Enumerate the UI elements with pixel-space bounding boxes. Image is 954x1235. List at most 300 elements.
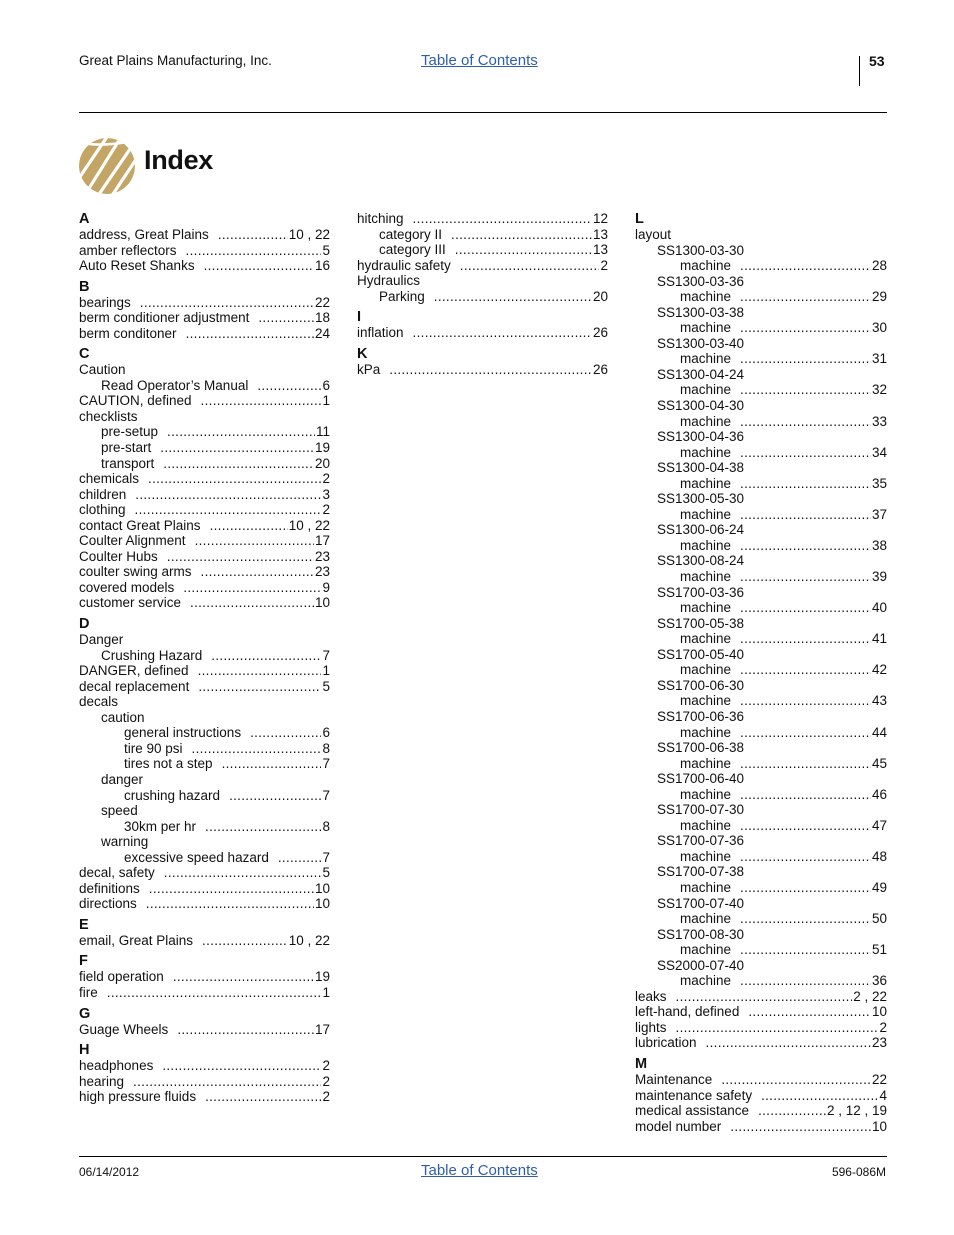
index-entry-label: Hydraulics [357, 273, 421, 289]
dot-leader [140, 295, 314, 311]
index-entry [79, 378, 330, 394]
index-entry [79, 850, 330, 866]
index-entry [635, 414, 887, 430]
index-column-3 [635, 211, 887, 1134]
index-entry-label: customer service [79, 595, 182, 611]
index-entry-page: 10 [871, 1118, 887, 1134]
dot-leader [186, 326, 314, 342]
index-entry-label: machine [680, 786, 732, 802]
index-entry-page: 8 [322, 740, 330, 756]
index-entry [635, 818, 887, 834]
index-entry-page: 32 [871, 382, 887, 398]
index-entry [79, 227, 330, 243]
index-entry [79, 243, 330, 259]
index-entry [635, 1072, 887, 1088]
index-entry-page: 36 [871, 973, 887, 989]
index-entry-page: 7 [322, 647, 330, 663]
index-entry-page: 1 [322, 984, 330, 1000]
index-entry [635, 274, 887, 290]
index-entry-label: layout [635, 227, 672, 242]
index-entry [635, 351, 887, 367]
index-entry [635, 382, 887, 398]
dot-leader [740, 538, 871, 554]
index-entry-label: machine [680, 662, 732, 678]
index-entry-label: machine [680, 320, 732, 336]
index-entry [79, 834, 330, 850]
index-entry-label: definitions [79, 880, 140, 896]
dot-leader [205, 1089, 321, 1105]
dot-leader [676, 1020, 879, 1036]
index-entry-label: machine [680, 289, 732, 305]
dot-leader [758, 1103, 826, 1119]
index-entry-page: 2 [879, 1019, 887, 1035]
index-entry-page: 13 [592, 242, 608, 258]
index-entry [357, 362, 608, 378]
dot-leader [740, 818, 871, 834]
index-entry [357, 289, 608, 305]
dot-leader [740, 973, 871, 989]
index-entry-label: Read Operator’s Manual [101, 377, 249, 393]
index-entry-label: Caution [79, 362, 126, 378]
index-entry-label: email, Great Plains [79, 932, 194, 948]
dot-leader [195, 533, 314, 549]
index-entry-page: 10 [314, 896, 330, 912]
index-entry-label: machine [680, 382, 732, 398]
index-entry [357, 273, 608, 289]
index-entry-label: transport [101, 455, 155, 471]
index-entry-page: 22 [314, 294, 330, 310]
index-entry-label: machine [680, 600, 732, 616]
index-entry-page: 10 , 22 [288, 227, 330, 242]
dot-leader [389, 362, 592, 378]
index-entry-page: 50 [871, 911, 887, 927]
index-entry [79, 679, 330, 695]
dot-leader [133, 1074, 321, 1090]
index-entry-page: 23 [314, 548, 330, 564]
dot-leader [210, 518, 288, 534]
footer-toc-link[interactable]: Table of Contents [421, 1162, 538, 1179]
index-entry-page: 31 [871, 351, 887, 367]
index-entry-page: 41 [871, 631, 887, 647]
index-entry-page: 16 [314, 258, 330, 274]
index-entry-page: 13 [592, 226, 608, 242]
index-entry [635, 725, 887, 741]
index-entry-label: SS1300-04-38 [657, 460, 745, 476]
index-entry-page: 12 [592, 211, 608, 226]
index-entry [635, 616, 887, 632]
index-entry-label: coulter swing arms [79, 564, 192, 580]
index-entry-label: SS1700-03-36 [657, 584, 745, 600]
index-section-letter: H [79, 1042, 90, 1059]
index-entry [635, 693, 887, 709]
index-entry-page: 5 [322, 678, 330, 694]
index-entry-label: machine [680, 693, 732, 709]
dot-leader [740, 880, 871, 896]
index-entry-label: SS1300-04-30 [657, 398, 745, 414]
index-entry-label: category III [379, 242, 446, 258]
dot-leader [204, 258, 314, 274]
index-entry [79, 710, 330, 726]
dot-leader [455, 242, 592, 258]
index-entry-label: caution [101, 709, 145, 725]
dot-leader [761, 1088, 878, 1104]
index-entry [79, 326, 330, 342]
index-entry-label: excessive speed hazard [124, 849, 269, 865]
dot-leader [740, 693, 871, 709]
index-entry [635, 631, 887, 647]
index-entry [357, 258, 608, 274]
dot-leader [149, 881, 314, 897]
dot-leader [730, 1119, 871, 1135]
index-entry-label: machine [680, 569, 732, 585]
dot-leader [229, 788, 321, 804]
index-entry-page: 2 , 12 , 19 [826, 1103, 887, 1119]
index-entry-page: 30 [871, 320, 887, 336]
index-section-letter: K [357, 345, 368, 362]
index-entry-page: 2 [322, 1058, 330, 1074]
index-entry [635, 1119, 887, 1135]
index-entry [635, 849, 887, 865]
index-entry-label: amber reflectors [79, 242, 177, 258]
dot-leader [740, 351, 871, 367]
index-entry-label: SS1700-06-36 [657, 708, 745, 724]
index-entry [79, 1089, 330, 1105]
index-entry-label: fire [79, 984, 98, 1000]
index-entry-label: machine [680, 506, 732, 522]
index-entry-label: warning [101, 834, 149, 850]
index-entry [635, 460, 887, 476]
index-entry [357, 227, 608, 243]
index-entry [635, 320, 887, 336]
index-entry [79, 362, 330, 378]
dot-leader [278, 850, 322, 866]
index-entry [635, 1035, 887, 1051]
index-entry-label: left-hand, defined [635, 1004, 740, 1020]
index-entry [79, 471, 330, 487]
index-entry-page: 46 [871, 786, 887, 802]
index-entry [79, 803, 330, 819]
index-entry-label: Danger [79, 632, 124, 648]
dot-leader [201, 393, 322, 409]
index-entry [79, 502, 330, 518]
index-entry-page: 10 [314, 880, 330, 896]
index-entry-page: 38 [871, 537, 887, 553]
index-entry [635, 911, 887, 927]
index-entry-page: 7 [322, 849, 330, 865]
dot-leader [740, 258, 871, 274]
index-entry [635, 771, 887, 787]
index-entry-label: SS1300-03-40 [657, 335, 745, 351]
dot-leader [218, 227, 288, 243]
index-entry-label: SS1300-04-36 [657, 429, 745, 445]
dot-leader [167, 424, 315, 440]
index-entry [635, 787, 887, 803]
index-entry-label: clothing [79, 502, 126, 518]
index-entry [635, 553, 887, 569]
index-entry [79, 969, 330, 985]
header-divider [859, 56, 860, 86]
header-rule [79, 112, 887, 113]
index-entry [635, 522, 887, 538]
index-entry-label: crushing hazard [124, 787, 221, 803]
index-entry [357, 211, 608, 227]
index-section-letter: I [357, 309, 362, 326]
index-entry [79, 310, 330, 326]
index-entry-page: 17 [314, 533, 330, 549]
index-entry [635, 336, 887, 352]
index-entry-label: medical assistance [635, 1103, 750, 1119]
index-entry-label: SS1700-05-40 [657, 646, 745, 662]
index-section-letter: A [79, 211, 90, 227]
dot-leader [740, 445, 871, 461]
index-entry-label: Guage Wheels [79, 1021, 169, 1037]
index-entry [635, 258, 887, 274]
index-entry-label: SS1700-06-30 [657, 677, 745, 693]
index-entry-page: 29 [871, 289, 887, 305]
index-entry-label: Coulter Alignment [79, 533, 186, 549]
index-entry-label: checklists [79, 408, 138, 424]
index-entry [635, 958, 887, 974]
index-entry-label: decal, safety [79, 865, 155, 881]
dot-leader [740, 414, 871, 430]
index-entry [79, 1074, 330, 1090]
dot-leader [740, 849, 871, 865]
index-entry [635, 1103, 887, 1119]
index-entry [79, 648, 330, 664]
index-entry [635, 942, 887, 958]
dot-leader [146, 896, 314, 912]
dot-leader [740, 569, 871, 585]
index-entry [79, 741, 330, 757]
index-entry-page: 8 [322, 818, 330, 834]
index-entry [635, 367, 887, 383]
index-entry [635, 445, 887, 461]
index-section-letter: C [79, 346, 90, 363]
index-entry [635, 1088, 887, 1104]
index-entry-label: SS1700-07-40 [657, 895, 745, 911]
index-entry-label: Parking [379, 288, 425, 304]
index-entry [635, 569, 887, 585]
index-entry [79, 549, 330, 565]
index-entry-label: SS1300-05-30 [657, 491, 745, 507]
dot-leader [258, 310, 314, 326]
index-entry [79, 1058, 330, 1074]
index-entry-label: hydraulic safety [357, 257, 451, 273]
index-entry-label: general instructions [124, 725, 242, 741]
index-section-letter: F [79, 953, 88, 970]
index-entry-label: CAUTION, defined [79, 393, 192, 409]
index-entry [79, 896, 330, 912]
index-entry-label: Maintenance [635, 1071, 713, 1087]
index-entry [635, 864, 887, 880]
index-entry-label: children [79, 486, 127, 502]
dot-leader [211, 648, 321, 664]
dot-leader [192, 741, 322, 757]
index-entry-label: kPa [357, 361, 381, 377]
index-entry-label: Coulter Hubs [79, 548, 158, 564]
index-entry-page: 34 [871, 444, 887, 460]
index-entry [635, 491, 887, 507]
index-entry-label: SS1300-08-24 [657, 553, 745, 569]
index-entry [635, 833, 887, 849]
index-entry-page: 17 [314, 1021, 330, 1037]
index-entry-label: decal replacement [79, 678, 190, 694]
index-entry-page: 10 [871, 1004, 887, 1020]
index-entry-page: 2 [322, 502, 330, 518]
index-entry-label: leaks [635, 988, 667, 1004]
index-entry-label: machine [680, 911, 732, 927]
index-entry-label: machine [680, 755, 732, 771]
index-entry-label: address, Great Plains [79, 227, 209, 242]
index-entry-label: pre-start [101, 440, 152, 456]
index-entry-label: 30km per hr [124, 818, 197, 834]
dot-leader [740, 787, 871, 803]
index-entry [635, 1020, 887, 1036]
index-entry [635, 973, 887, 989]
index-entry-label: decals [79, 694, 119, 710]
index-entry-page: 35 [871, 475, 887, 491]
index-entry-page: 3 [322, 486, 330, 502]
index-entry [79, 487, 330, 503]
index-entry [357, 325, 608, 341]
index-section-letter: L [635, 211, 644, 227]
index-entry [357, 242, 608, 258]
dot-leader [676, 989, 853, 1005]
index-entry-label: directions [79, 896, 137, 912]
index-entry [79, 788, 330, 804]
index-entry [79, 933, 330, 949]
index-entry-page: 1 [322, 393, 330, 409]
index-entry-page: 37 [871, 506, 887, 522]
index-entry-page: 1 [322, 663, 330, 679]
index-entry-label: hitching [357, 211, 404, 226]
index-entry [635, 1004, 887, 1020]
index-entry [79, 564, 330, 580]
index-entry [635, 989, 887, 1005]
index-entry-page: 2 [322, 471, 330, 487]
index-entry [635, 289, 887, 305]
index-entry [635, 678, 887, 694]
index-entry-label: SS2000-07-40 [657, 957, 745, 973]
index-entry [79, 595, 330, 611]
header-company-name: Great Plains Manufacturing, Inc. [79, 53, 272, 68]
index-entry-page: 44 [871, 724, 887, 740]
index-entry [635, 709, 887, 725]
dot-leader [740, 382, 871, 398]
index-entry-label: hearing [79, 1073, 125, 1089]
index-entry [635, 538, 887, 554]
index-entry-label: lights [635, 1019, 667, 1035]
dot-leader [202, 933, 288, 949]
index-entry [635, 429, 887, 445]
index-entry-page: 33 [871, 413, 887, 429]
index-entry-page: 42 [871, 662, 887, 678]
index-entry-label: contact Great Plains [79, 517, 201, 533]
index-entry-page: 2 [322, 1089, 330, 1105]
index-entry-page: 23 [314, 564, 330, 580]
dot-leader [163, 456, 314, 472]
footer-rule [79, 1156, 887, 1157]
index-entry-label: field operation [79, 969, 164, 985]
index-entry-label: model number [635, 1118, 722, 1134]
page-number: 53 [869, 53, 885, 69]
dot-leader [740, 756, 871, 772]
dot-leader [413, 211, 592, 227]
dot-leader [740, 600, 871, 616]
index-entry-page: 26 [592, 325, 608, 341]
index-entry-label: speed [101, 803, 138, 819]
index-entry [79, 409, 330, 425]
index-entry-label: danger [101, 771, 144, 787]
index-entry-page: 10 [314, 595, 330, 611]
index-entry [79, 985, 330, 1001]
index-entry-label: SS1700-06-40 [657, 771, 745, 787]
index-entry-page: 24 [314, 325, 330, 341]
dot-leader [250, 725, 321, 741]
dot-leader [740, 320, 871, 336]
index-entry-page: 5 [322, 242, 330, 258]
index-section-letter: E [79, 916, 89, 933]
index-entry-page: 22 [871, 1071, 887, 1087]
dot-leader [740, 507, 871, 523]
dot-leader [721, 1072, 871, 1088]
index-entry [79, 663, 330, 679]
index-entry-label: SS1300-04-24 [657, 366, 745, 382]
index-section-letter: D [79, 616, 90, 633]
index-section-letter: G [79, 1005, 91, 1022]
index-entry-label: machine [680, 475, 732, 491]
index-entry [635, 398, 887, 414]
great-plains-logo-icon [79, 138, 135, 194]
index-entry-page: 10 , 22 [288, 517, 330, 533]
index-entry-page: 2 [600, 257, 608, 273]
index-section-letter: B [79, 278, 90, 295]
index-entry [635, 927, 887, 943]
index-entry [635, 740, 887, 756]
index-entry [79, 772, 330, 788]
index-entry [79, 725, 330, 741]
index-entry-page: 20 [314, 455, 330, 471]
index-entry-page: 39 [871, 569, 887, 585]
index-entry-label: high pressure fluids [79, 1089, 197, 1105]
index-entry [79, 881, 330, 897]
index-entry-label: headphones [79, 1058, 154, 1074]
dot-leader [148, 471, 321, 487]
dot-leader [748, 1004, 871, 1020]
index-entry [79, 456, 330, 472]
index-entry-page: 45 [871, 755, 887, 771]
dot-leader [740, 725, 871, 741]
index-entry-label: chemicals [79, 471, 140, 487]
index-entry [79, 424, 330, 440]
dot-leader [162, 1058, 321, 1074]
index-entry-label: machine [680, 537, 732, 553]
index-entry-label: covered models [79, 579, 175, 595]
index-entry-label: SS1300-03-38 [657, 304, 745, 320]
index-entry [635, 305, 887, 321]
dot-leader [186, 243, 322, 259]
index-entry-page: 40 [871, 600, 887, 616]
index-entry-label: SS1700-07-38 [657, 864, 745, 880]
index-entry-label: tire 90 psi [124, 740, 183, 756]
index-entry-label: SS1700-08-30 [657, 926, 745, 942]
dot-leader [167, 549, 314, 565]
dot-leader [740, 476, 871, 492]
dot-leader [740, 289, 871, 305]
dot-leader [107, 985, 322, 1001]
index-entry [635, 662, 887, 678]
header-toc-link[interactable]: Table of Contents [421, 52, 538, 69]
